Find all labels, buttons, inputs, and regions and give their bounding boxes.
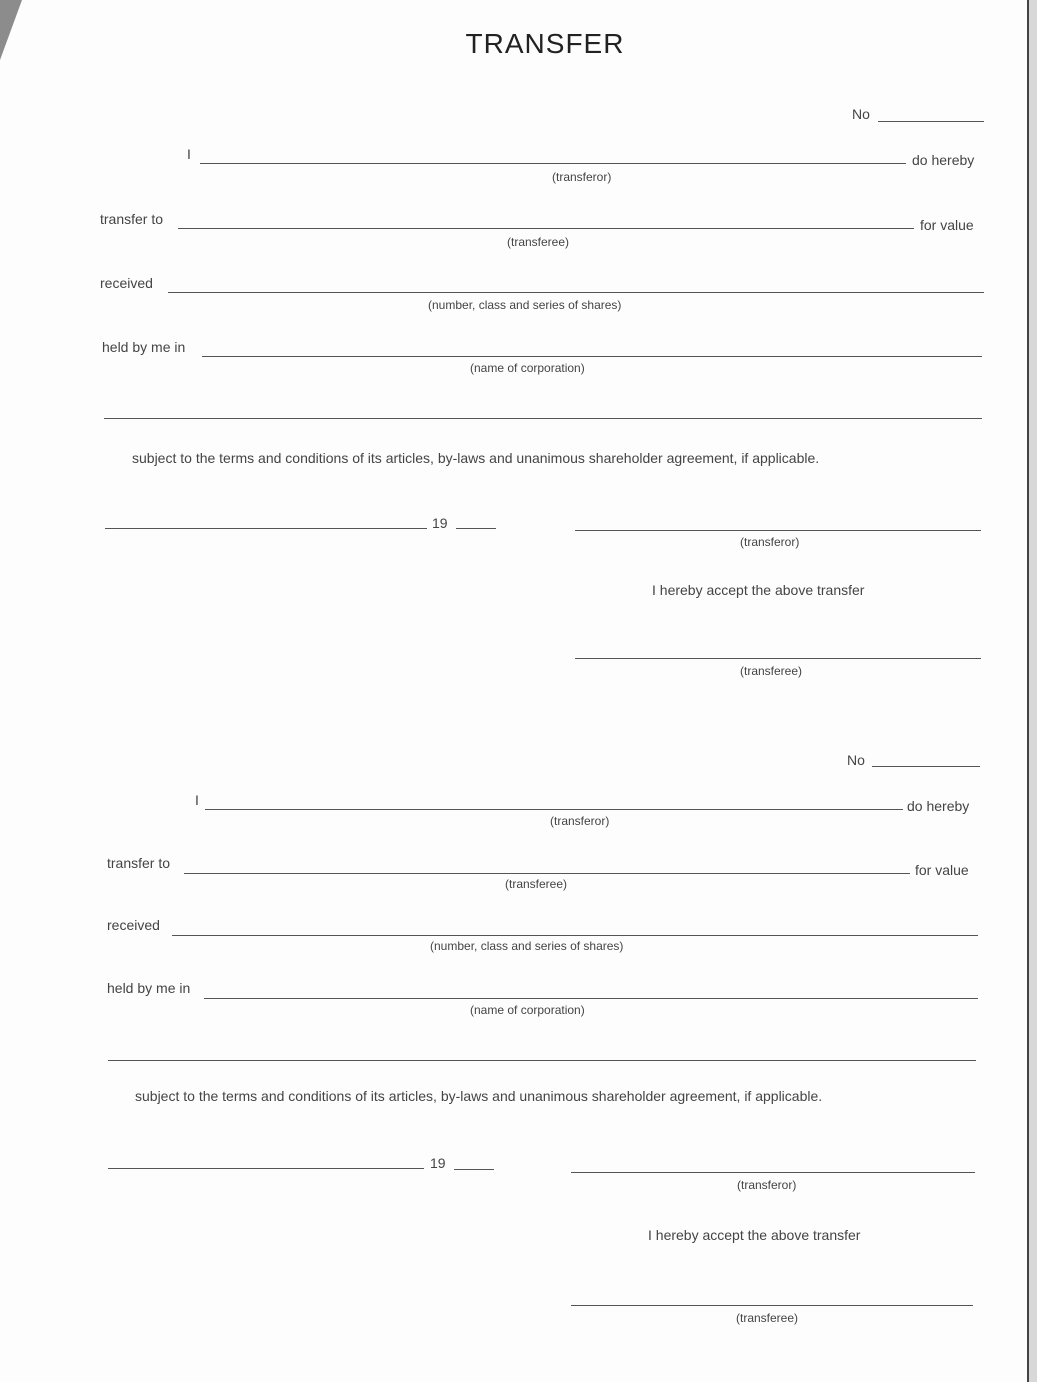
transferee-field[interactable]	[184, 873, 910, 874]
transferee-signature-field[interactable]	[571, 1305, 973, 1306]
transferee-caption: (transferee)	[505, 877, 568, 891]
no-field[interactable]	[878, 121, 984, 122]
received-label: received	[107, 917, 160, 933]
do-hereby-label: do hereby	[907, 798, 970, 814]
transfer-to-label: transfer to	[100, 211, 164, 227]
page-title: TRANSFER	[465, 28, 625, 59]
sign-transferee-caption: (transferee)	[736, 1311, 799, 1325]
terms-text: subject to the terms and conditions of its articles, by-laws and unanimous shareholder agreement, if applicable.	[135, 1088, 823, 1104]
corporation-field[interactable]	[204, 998, 978, 999]
corporation-extra-field[interactable]	[108, 1060, 976, 1061]
i-label: I	[195, 792, 199, 808]
corporation-extra-field[interactable]	[104, 418, 982, 419]
date-field[interactable]	[108, 1168, 424, 1169]
transferee-caption: (transferee)	[507, 235, 570, 249]
year-prefix: 19	[432, 515, 448, 531]
accept-text: I hereby accept the above transfer	[652, 582, 865, 598]
no-field[interactable]	[872, 766, 980, 767]
no-label: No	[847, 752, 865, 768]
year-field[interactable]	[456, 528, 496, 529]
sign-transferor-caption: (transferor)	[740, 535, 800, 549]
no-label: No	[852, 106, 870, 122]
corporation-caption: (name of corporation)	[470, 361, 585, 375]
transferor-caption: (transferor)	[550, 814, 610, 828]
date-field[interactable]	[105, 528, 427, 529]
corporation-caption: (name of corporation)	[470, 1003, 585, 1017]
page-edge	[1029, 0, 1037, 1382]
transfer-to-label: transfer to	[107, 855, 171, 871]
year-prefix: 19	[430, 1155, 446, 1171]
year-field[interactable]	[454, 1169, 494, 1170]
shares-caption: (number, class and series of shares)	[428, 298, 622, 312]
for-value-label: for value	[920, 217, 974, 233]
i-label: I	[187, 146, 191, 162]
transferor-caption: (transferor)	[552, 170, 612, 184]
shares-field[interactable]	[168, 292, 984, 293]
sign-transferee-caption: (transferee)	[740, 664, 803, 678]
page-edge-line	[1027, 0, 1029, 1382]
transferee-signature-field[interactable]	[575, 658, 981, 659]
transferor-field[interactable]	[200, 163, 906, 164]
shares-field[interactable]	[172, 935, 978, 936]
received-label: received	[100, 275, 153, 291]
shares-caption: (number, class and series of shares)	[430, 939, 624, 953]
do-hereby-label: do hereby	[912, 152, 975, 168]
sign-transferor-caption: (transferor)	[737, 1178, 797, 1192]
accept-text: I hereby accept the above transfer	[648, 1227, 861, 1243]
transferor-signature-field[interactable]	[575, 530, 981, 531]
terms-text: subject to the terms and conditions of its articles, by-laws and unanimous shareholder agreement, if applicable.	[132, 450, 820, 466]
transferor-field[interactable]	[205, 809, 903, 810]
transferee-field[interactable]	[178, 228, 914, 229]
corporation-field[interactable]	[202, 356, 982, 357]
transferor-signature-field[interactable]	[571, 1172, 975, 1173]
held-by-label: held by me in	[107, 980, 191, 996]
for-value-label: for value	[915, 862, 969, 878]
held-by-label: held by me in	[102, 339, 186, 355]
